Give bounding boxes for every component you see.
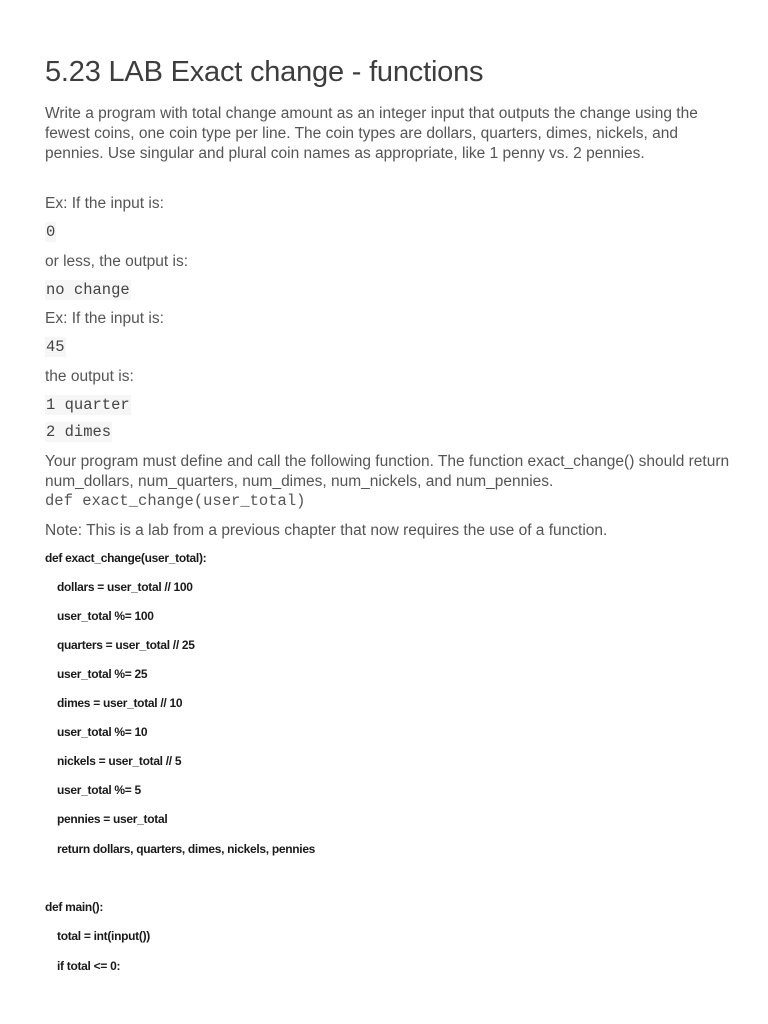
code-line: def exact_change(user_total):	[45, 551, 207, 565]
code-line: user_total %= 10	[57, 725, 148, 739]
code-line: pennies = user_total	[57, 812, 168, 826]
lab-description: Write a program with total change amount as an integer input that outputs the change using the fewest coins, one coin type per line. The coin types are dollars, quarters, dimes, nickels, and pennies. Use singular and plural coin names as appropriate, like 1 penny vs. 2 pennies.	[45, 105, 698, 162]
example2-output-line2: 2 dimes	[46, 423, 112, 441]
example1-input: 0	[46, 223, 56, 241]
example1-mid: or less, the output is:	[45, 253, 189, 270]
code-line: if total <= 0:	[57, 959, 121, 973]
code-line: nickels = user_total // 5	[57, 754, 182, 768]
example2-input: 45	[46, 338, 65, 356]
code-line: def main():	[45, 900, 104, 914]
code-line: total = int(input())	[57, 929, 150, 943]
code-line: user_total %= 5	[57, 783, 141, 797]
lab-note: Note: This is a lab from a previous chapter that now requires the use of a function.	[45, 522, 608, 539]
example2-output-line1: 1 quarter	[46, 396, 130, 414]
code-line: user_total %= 25	[57, 667, 148, 681]
code-line: user_total %= 100	[57, 609, 154, 623]
example1-intro: Ex: If the input is:	[45, 195, 164, 212]
example1-output: no change	[46, 281, 130, 299]
code-line: quarters = user_total // 25	[57, 638, 195, 652]
code-line: dimes = user_total // 10	[57, 696, 183, 710]
code-line: return dollars, quarters, dimes, nickels, pennies	[57, 842, 316, 856]
page-title: 5.23 LAB Exact change - functions	[45, 56, 484, 88]
example2-intro: Ex: If the input is:	[45, 310, 164, 327]
example2-mid: the output is:	[45, 368, 134, 385]
code-line: dollars = user_total // 100	[57, 580, 193, 594]
function-requirement: Your program must define and call the following function. The function exact_change() should return num_dollars, num_quarters, num_dimes, num_nickels, and num_pennies.	[45, 453, 730, 490]
function-signature: def exact_change(user_total)	[45, 492, 306, 510]
